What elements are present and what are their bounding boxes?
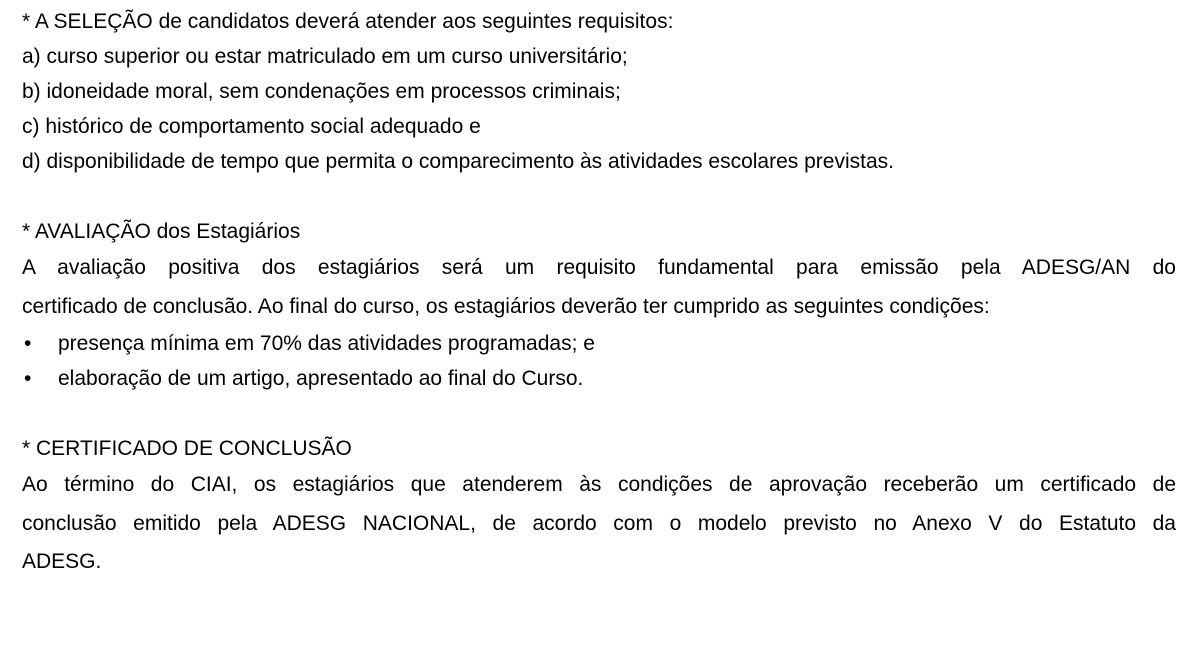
section-avaliacao bbox=[22, 214, 1176, 396]
certificado-paragraph-line: conclusão emitido pela ADESG NACIONAL, de acordo com o modelo previsto no Anexo V do Estatuto da bbox=[22, 511, 1176, 535]
requirement-item-c: c) histórico de comportamento social adequado e bbox=[22, 115, 481, 138]
avaliacao-paragraph-line: A avaliação positiva dos estagiários será um requisito fundamental para emissão pela ADESG/AN do bbox=[22, 256, 1176, 279]
section-selecao bbox=[22, 4, 1176, 179]
section-spacer bbox=[22, 396, 1176, 431]
requirement-item-d: d) disponibilidade de tempo que permita o comparecimento às atividades escolares previstas. bbox=[22, 150, 894, 173]
avaliacao-paragraph bbox=[22, 249, 1176, 326]
section-heading-avaliacao: * AVALIAÇÃO dos Estagiários bbox=[22, 220, 301, 243]
requirement-item-a: a) curso superior ou estar matriculado em um curso universitário; bbox=[22, 45, 628, 68]
bullet-icon: • bbox=[24, 332, 32, 355]
bullet-text: elaboração de um artigo, apresentado ao final do Curso. bbox=[58, 367, 584, 390]
section-certificado bbox=[22, 431, 1176, 582]
section-spacer bbox=[22, 179, 1176, 214]
avaliacao-paragraph-line: certificado de conclusão. Ao final do curso, os estagiários deverão ter cumprido as seguintes condições: bbox=[22, 294, 990, 318]
bullet-icon: • bbox=[24, 367, 32, 390]
section-heading-certificado: * CERTIFICADO DE CONCLUSÃO bbox=[22, 437, 352, 460]
certificado-paragraph-line: ADESG. bbox=[22, 550, 102, 573]
list-item bbox=[22, 326, 1176, 361]
list-item bbox=[22, 361, 1176, 396]
requirement-item-b: b) idoneidade moral, sem condenações em processos criminais; bbox=[22, 80, 621, 103]
certificado-paragraph bbox=[22, 466, 1176, 582]
document-body bbox=[22, 0, 1176, 582]
certificado-paragraph-line: Ao término do CIAI, os estagiários que atenderem às condições de aprovação receberão um certificado de bbox=[22, 473, 1176, 496]
section-heading-selecao: * A SELEÇÃO de candidatos deverá atender aos seguintes requisitos: bbox=[22, 10, 674, 33]
bullet-text: presença mínima em 70% das atividades programadas; e bbox=[58, 332, 595, 355]
